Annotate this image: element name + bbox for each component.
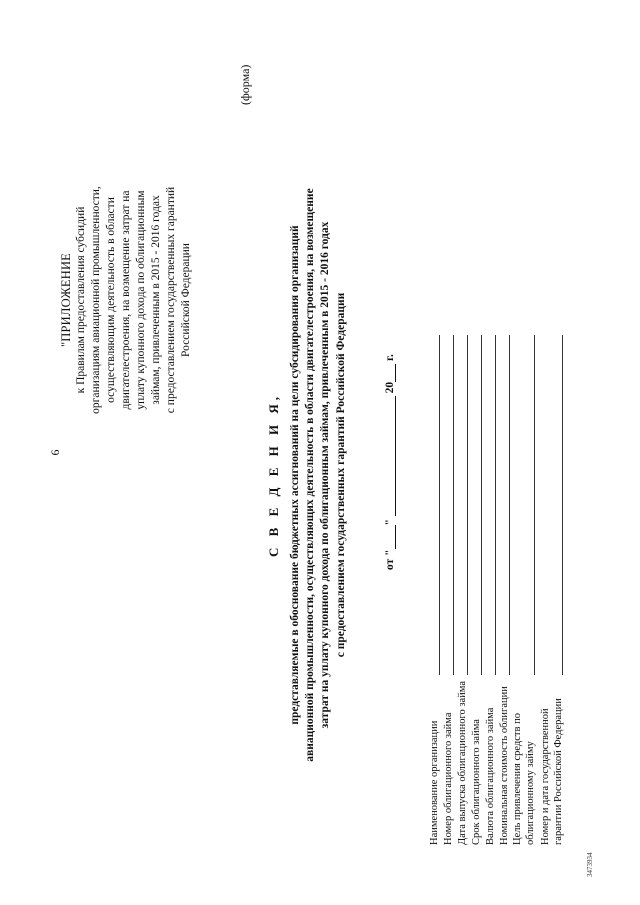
appendix-line: займам, привлеченным в 2015 - 2016 годах — [149, 195, 162, 405]
fill-line[interactable] — [562, 335, 563, 675]
appendix-line: к Правилам предоставления субсидий — [75, 206, 88, 394]
subtitle-line: с предоставлением государственных гарантий Российской Федерации — [334, 292, 347, 658]
document-subtitle — [288, 105, 349, 845]
appendix-line: двигателестроения, на возмещение затрат на — [120, 190, 133, 410]
year-blank — [383, 364, 396, 382]
subtitle-line: затрат на уплату купонного дохода по облигационным займам, привлеченным в 2015 - 2016 годах — [319, 221, 332, 729]
appendix-line: с предоставлением государственных гарантий — [164, 186, 177, 414]
appendix-line: осуществляющим деятельность в области — [105, 197, 118, 403]
field-row — [512, 335, 537, 845]
field-row — [442, 335, 456, 845]
field-label: Наименование организации — [429, 720, 441, 845]
field-row — [498, 335, 512, 845]
appendix-line: Российской Федерации — [179, 243, 192, 357]
year-prefix: 20 — [384, 381, 396, 394]
fields-list — [428, 335, 565, 845]
year-suffix: г. — [384, 354, 396, 361]
field-label: Номинальная стоимость облигации — [499, 686, 511, 845]
field-row — [470, 335, 484, 845]
field-label: Срок облигационного займа — [471, 719, 483, 845]
field-label: Цель привлечения средств по облигационному займу — [512, 713, 536, 845]
fill-line[interactable] — [453, 335, 454, 675]
fill-line[interactable] — [467, 335, 468, 675]
field-label: Номер и дата государственной гарантии Российской Федерации — [540, 698, 564, 845]
date-quote: " — [384, 519, 396, 526]
document-id: 3473934 — [586, 852, 594, 877]
subtitle-line: авиационной промышленности, осуществляющих деятельность в области двигателестроения, на возмещение — [304, 188, 317, 762]
month-blank — [383, 396, 396, 516]
date-line — [383, 354, 396, 570]
appendix-line: уплату купонного дохода по облигационным — [135, 190, 147, 410]
field-row — [456, 335, 470, 845]
page-number: 6 — [48, 449, 62, 456]
field-label: Валюта облигационного займа — [485, 707, 497, 845]
appendix-block — [58, 135, 194, 465]
day-blank — [383, 525, 396, 549]
fill-line[interactable] — [495, 335, 496, 675]
fill-line[interactable] — [509, 335, 510, 675]
fill-line[interactable] — [534, 335, 535, 675]
document-title: С В Е Д Е Н И Я, — [266, 393, 281, 557]
field-label: Номер облигационного займа — [443, 712, 455, 845]
subtitle-line: представляемые в обоснование бюджетных ассигнований на цели субсидирования организаций — [289, 225, 301, 725]
fill-line[interactable] — [481, 335, 482, 675]
field-row — [484, 335, 498, 845]
appendix-heading: "ПРИЛОЖЕНИЕ — [59, 252, 73, 348]
field-row — [537, 335, 565, 845]
field-row — [428, 335, 442, 845]
date-prefix: от " — [384, 549, 396, 570]
form-label: (форма) — [238, 64, 252, 105]
appendix-line: организациям авиационной промышленности, — [90, 186, 103, 414]
fill-line[interactable] — [439, 335, 440, 675]
field-label: Дата выпуска облигационного займа — [457, 680, 469, 845]
